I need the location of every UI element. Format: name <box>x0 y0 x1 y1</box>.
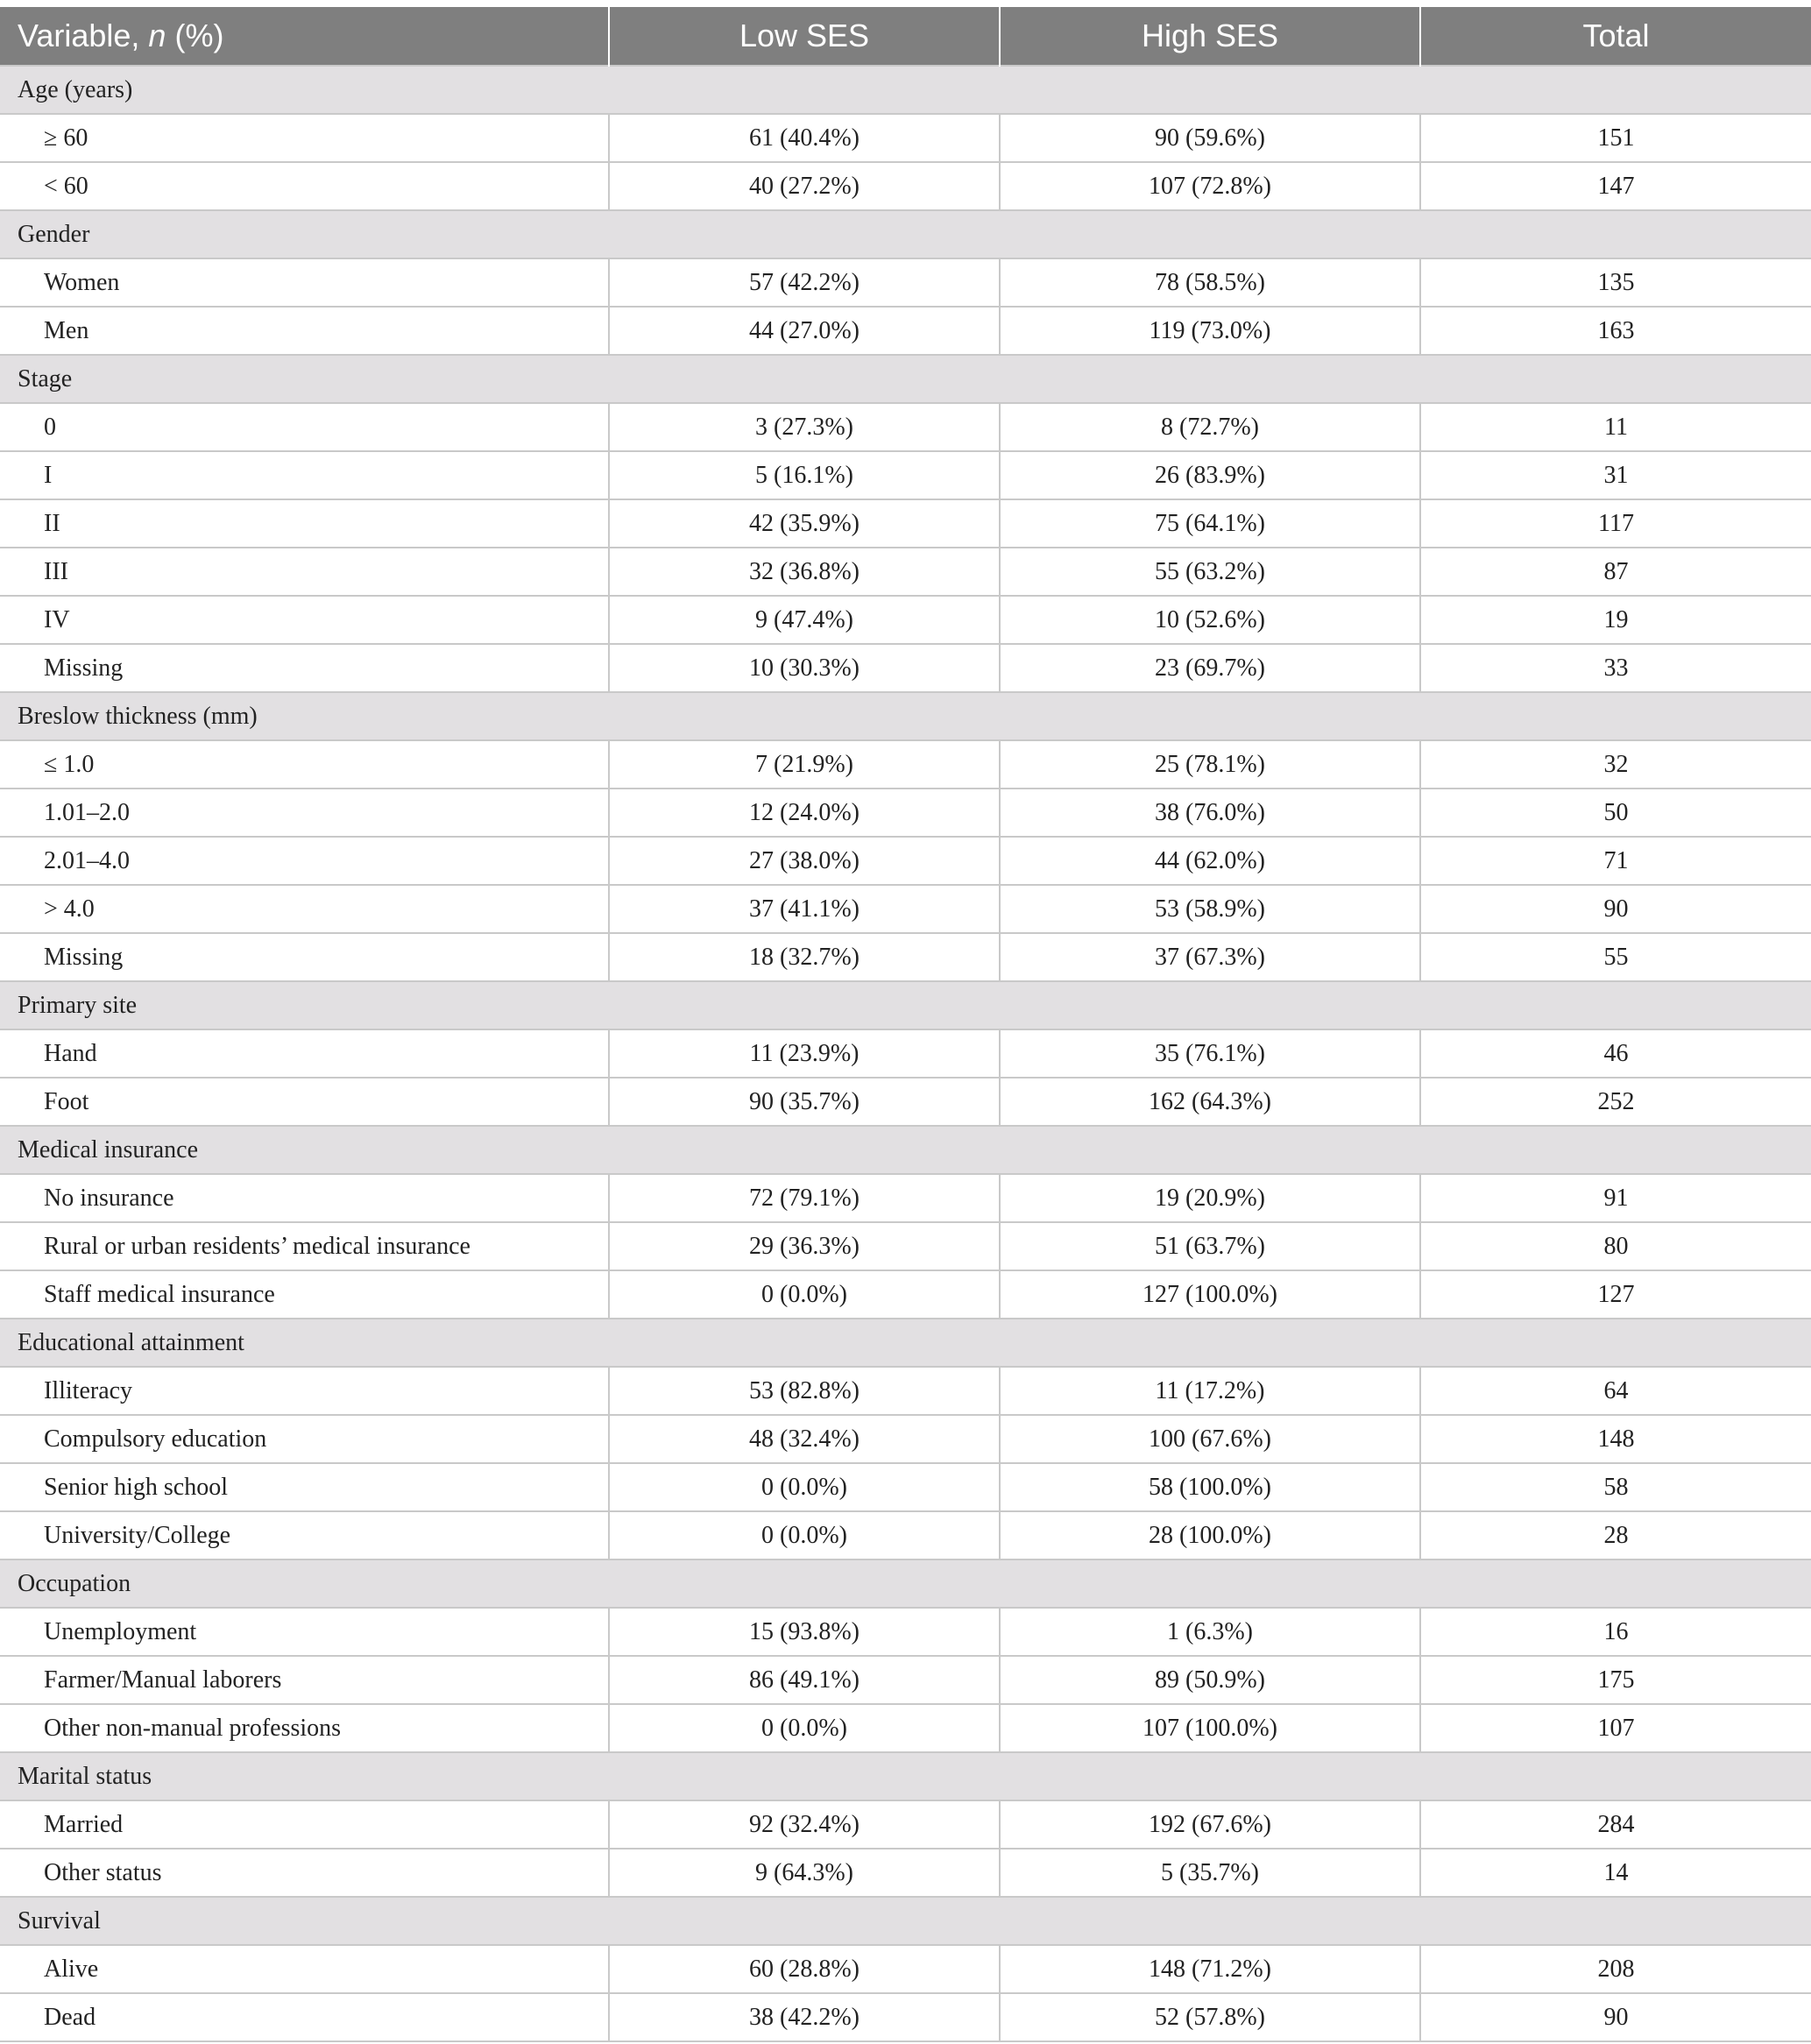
row-label: Missing <box>0 933 609 981</box>
low-ses-cell: 9 (64.3%) <box>609 1849 1000 1897</box>
header-low-ses: Low SES <box>609 7 1000 66</box>
high-ses-cell: 90 (59.6%) <box>1000 114 1420 162</box>
total-cell: 163 <box>1420 307 1811 355</box>
row-label: No insurance <box>0 1174 609 1222</box>
high-ses-cell: 51 (63.7%) <box>1000 1222 1420 1270</box>
row-label: Other non-manual professions <box>0 1704 609 1752</box>
header-total: Total <box>1420 7 1811 66</box>
high-ses-cell: 107 (72.8%) <box>1000 162 1420 210</box>
low-ses-cell: 15 (93.8%) <box>609 1608 1000 1656</box>
section-label: Breslow thickness (mm) <box>0 692 1811 740</box>
section-label: Medical insurance <box>0 1126 1811 1174</box>
row-label: 1.01–2.0 <box>0 789 609 837</box>
table-row <box>0 1029 1811 1078</box>
high-ses-cell: 58 (100.0%) <box>1000 1463 1420 1511</box>
low-ses-cell: 0 (0.0%) <box>609 1270 1000 1319</box>
low-ses-cell: 3 (27.3%) <box>609 403 1000 451</box>
row-label: 2.01–4.0 <box>0 837 609 885</box>
table-row <box>0 1078 1811 1126</box>
low-ses-cell: 42 (35.9%) <box>609 499 1000 548</box>
low-ses-cell: 27 (38.0%) <box>609 837 1000 885</box>
total-cell: 33 <box>1420 644 1811 692</box>
table-row <box>0 1945 1811 1993</box>
total-cell: 147 <box>1420 162 1811 210</box>
high-ses-cell: 53 (58.9%) <box>1000 885 1420 933</box>
row-label: > 4.0 <box>0 885 609 933</box>
high-ses-cell: 11 (17.2%) <box>1000 1367 1420 1415</box>
section-label: Occupation <box>0 1560 1811 1608</box>
table-row <box>0 451 1811 499</box>
table-row <box>0 1367 1811 1415</box>
section-header-row <box>0 66 1811 114</box>
section-header-row <box>0 210 1811 258</box>
row-label: Illiteracy <box>0 1367 609 1415</box>
row-label: 0 <box>0 403 609 451</box>
total-cell: 90 <box>1420 885 1811 933</box>
table-row <box>0 1849 1811 1897</box>
low-ses-cell: 18 (32.7%) <box>609 933 1000 981</box>
table-container <box>0 7 1811 2042</box>
high-ses-cell: 25 (78.1%) <box>1000 740 1420 789</box>
total-cell: 58 <box>1420 1463 1811 1511</box>
total-cell: 284 <box>1420 1800 1811 1849</box>
high-ses-cell: 162 (64.3%) <box>1000 1078 1420 1126</box>
row-label: Hand <box>0 1029 609 1078</box>
row-label: ≥ 60 <box>0 114 609 162</box>
high-ses-cell: 1 (6.3%) <box>1000 1608 1420 1656</box>
table-row <box>0 885 1811 933</box>
row-label: < 60 <box>0 162 609 210</box>
row-label: III <box>0 548 609 596</box>
low-ses-cell: 9 (47.4%) <box>609 596 1000 644</box>
section-label: Educational attainment <box>0 1319 1811 1367</box>
total-cell: 80 <box>1420 1222 1811 1270</box>
total-cell: 31 <box>1420 451 1811 499</box>
section-label: Gender <box>0 210 1811 258</box>
table-row <box>0 596 1811 644</box>
table-row <box>0 114 1811 162</box>
low-ses-cell: 90 (35.7%) <box>609 1078 1000 1126</box>
high-ses-cell: 19 (20.9%) <box>1000 1174 1420 1222</box>
table-row <box>0 258 1811 307</box>
table-row <box>0 837 1811 885</box>
low-ses-cell: 5 (16.1%) <box>609 451 1000 499</box>
high-ses-cell: 52 (57.8%) <box>1000 1993 1420 2041</box>
table-row <box>0 740 1811 789</box>
low-ses-cell: 44 (27.0%) <box>609 307 1000 355</box>
table-row <box>0 1800 1811 1849</box>
total-cell: 175 <box>1420 1656 1811 1704</box>
table-row <box>0 644 1811 692</box>
low-ses-cell: 53 (82.8%) <box>609 1367 1000 1415</box>
row-label: Women <box>0 258 609 307</box>
table-row <box>0 1415 1811 1463</box>
low-ses-cell: 0 (0.0%) <box>609 1704 1000 1752</box>
high-ses-cell: 26 (83.9%) <box>1000 451 1420 499</box>
high-ses-cell: 35 (76.1%) <box>1000 1029 1420 1078</box>
total-cell: 90 <box>1420 1993 1811 2041</box>
low-ses-cell: 40 (27.2%) <box>609 162 1000 210</box>
data-table <box>0 7 1811 2042</box>
total-cell: 148 <box>1420 1415 1811 1463</box>
high-ses-cell: 192 (67.6%) <box>1000 1800 1420 1849</box>
row-label: Rural or urban residents’ medical insurance <box>0 1222 609 1270</box>
high-ses-cell: 37 (67.3%) <box>1000 933 1420 981</box>
section-label: Primary site <box>0 981 1811 1029</box>
low-ses-cell: 12 (24.0%) <box>609 789 1000 837</box>
table-row <box>0 1511 1811 1560</box>
high-ses-cell: 5 (35.7%) <box>1000 1849 1420 1897</box>
low-ses-cell: 61 (40.4%) <box>609 114 1000 162</box>
section-header-row <box>0 1126 1811 1174</box>
low-ses-cell: 11 (23.9%) <box>609 1029 1000 1078</box>
high-ses-cell: 10 (52.6%) <box>1000 596 1420 644</box>
header-row <box>0 7 1811 66</box>
row-label: Dead <box>0 1993 609 2041</box>
table-row <box>0 1608 1811 1656</box>
header-variable: Variable, n (%) <box>0 7 609 66</box>
table-row <box>0 1174 1811 1222</box>
row-label: Foot <box>0 1078 609 1126</box>
high-ses-cell: 75 (64.1%) <box>1000 499 1420 548</box>
table-row <box>0 789 1811 837</box>
high-ses-cell: 119 (73.0%) <box>1000 307 1420 355</box>
total-cell: 14 <box>1420 1849 1811 1897</box>
high-ses-cell: 107 (100.0%) <box>1000 1704 1420 1752</box>
section-header-row <box>0 1752 1811 1800</box>
section-label: Stage <box>0 355 1811 403</box>
table-row <box>0 1463 1811 1511</box>
total-cell: 208 <box>1420 1945 1811 1993</box>
total-cell: 91 <box>1420 1174 1811 1222</box>
total-cell: 46 <box>1420 1029 1811 1078</box>
row-label: IV <box>0 596 609 644</box>
section-header-row <box>0 1560 1811 1608</box>
row-label: Compulsory education <box>0 1415 609 1463</box>
table-row <box>0 1704 1811 1752</box>
section-header-row <box>0 981 1811 1029</box>
high-ses-cell: 148 (71.2%) <box>1000 1945 1420 1993</box>
table-row <box>0 1270 1811 1319</box>
table-row <box>0 403 1811 451</box>
section-label: Survival <box>0 1897 1811 1945</box>
row-label: I <box>0 451 609 499</box>
total-cell: 55 <box>1420 933 1811 981</box>
high-ses-cell: 44 (62.0%) <box>1000 837 1420 885</box>
low-ses-cell: 0 (0.0%) <box>609 1463 1000 1511</box>
section-header-row <box>0 1897 1811 1945</box>
total-cell: 151 <box>1420 114 1811 162</box>
total-cell: 16 <box>1420 1608 1811 1656</box>
low-ses-cell: 60 (28.8%) <box>609 1945 1000 1993</box>
table-body <box>0 66 1811 2041</box>
table-row <box>0 1656 1811 1704</box>
total-cell: 64 <box>1420 1367 1811 1415</box>
low-ses-cell: 38 (42.2%) <box>609 1993 1000 2041</box>
row-label: Other status <box>0 1849 609 1897</box>
high-ses-cell: 127 (100.0%) <box>1000 1270 1420 1319</box>
section-header-row <box>0 355 1811 403</box>
header-high-ses: High SES <box>1000 7 1420 66</box>
table-row <box>0 162 1811 210</box>
total-cell: 252 <box>1420 1078 1811 1126</box>
table-row <box>0 307 1811 355</box>
row-label: II <box>0 499 609 548</box>
row-label: Senior high school <box>0 1463 609 1511</box>
total-cell: 28 <box>1420 1511 1811 1560</box>
row-label: Unemployment <box>0 1608 609 1656</box>
high-ses-cell: 8 (72.7%) <box>1000 403 1420 451</box>
table-row <box>0 933 1811 981</box>
high-ses-cell: 23 (69.7%) <box>1000 644 1420 692</box>
row-label: Staff medical insurance <box>0 1270 609 1319</box>
total-cell: 71 <box>1420 837 1811 885</box>
row-label: Missing <box>0 644 609 692</box>
low-ses-cell: 48 (32.4%) <box>609 1415 1000 1463</box>
total-cell: 87 <box>1420 548 1811 596</box>
row-label: Farmer/Manual laborers <box>0 1656 609 1704</box>
low-ses-cell: 32 (36.8%) <box>609 548 1000 596</box>
low-ses-cell: 7 (21.9%) <box>609 740 1000 789</box>
row-label: ≤ 1.0 <box>0 740 609 789</box>
section-label: Age (years) <box>0 66 1811 114</box>
low-ses-cell: 86 (49.1%) <box>609 1656 1000 1704</box>
total-cell: 107 <box>1420 1704 1811 1752</box>
low-ses-cell: 72 (79.1%) <box>609 1174 1000 1222</box>
table-row <box>0 548 1811 596</box>
row-label: Men <box>0 307 609 355</box>
section-header-row <box>0 692 1811 740</box>
total-cell: 11 <box>1420 403 1811 451</box>
high-ses-cell: 89 (50.9%) <box>1000 1656 1420 1704</box>
table-row <box>0 1993 1811 2041</box>
table-row <box>0 1222 1811 1270</box>
high-ses-cell: 55 (63.2%) <box>1000 548 1420 596</box>
row-label: University/College <box>0 1511 609 1560</box>
total-cell: 135 <box>1420 258 1811 307</box>
table-row <box>0 499 1811 548</box>
low-ses-cell: 92 (32.4%) <box>609 1800 1000 1849</box>
total-cell: 50 <box>1420 789 1811 837</box>
section-header-row <box>0 1319 1811 1367</box>
total-cell: 32 <box>1420 740 1811 789</box>
row-label: Married <box>0 1800 609 1849</box>
low-ses-cell: 29 (36.3%) <box>609 1222 1000 1270</box>
low-ses-cell: 37 (41.1%) <box>609 885 1000 933</box>
low-ses-cell: 0 (0.0%) <box>609 1511 1000 1560</box>
low-ses-cell: 57 (42.2%) <box>609 258 1000 307</box>
row-label: Alive <box>0 1945 609 1993</box>
high-ses-cell: 38 (76.0%) <box>1000 789 1420 837</box>
high-ses-cell: 28 (100.0%) <box>1000 1511 1420 1560</box>
low-ses-cell: 10 (30.3%) <box>609 644 1000 692</box>
total-cell: 19 <box>1420 596 1811 644</box>
high-ses-cell: 100 (67.6%) <box>1000 1415 1420 1463</box>
high-ses-cell: 78 (58.5%) <box>1000 258 1420 307</box>
section-label: Marital status <box>0 1752 1811 1800</box>
total-cell: 127 <box>1420 1270 1811 1319</box>
total-cell: 117 <box>1420 499 1811 548</box>
